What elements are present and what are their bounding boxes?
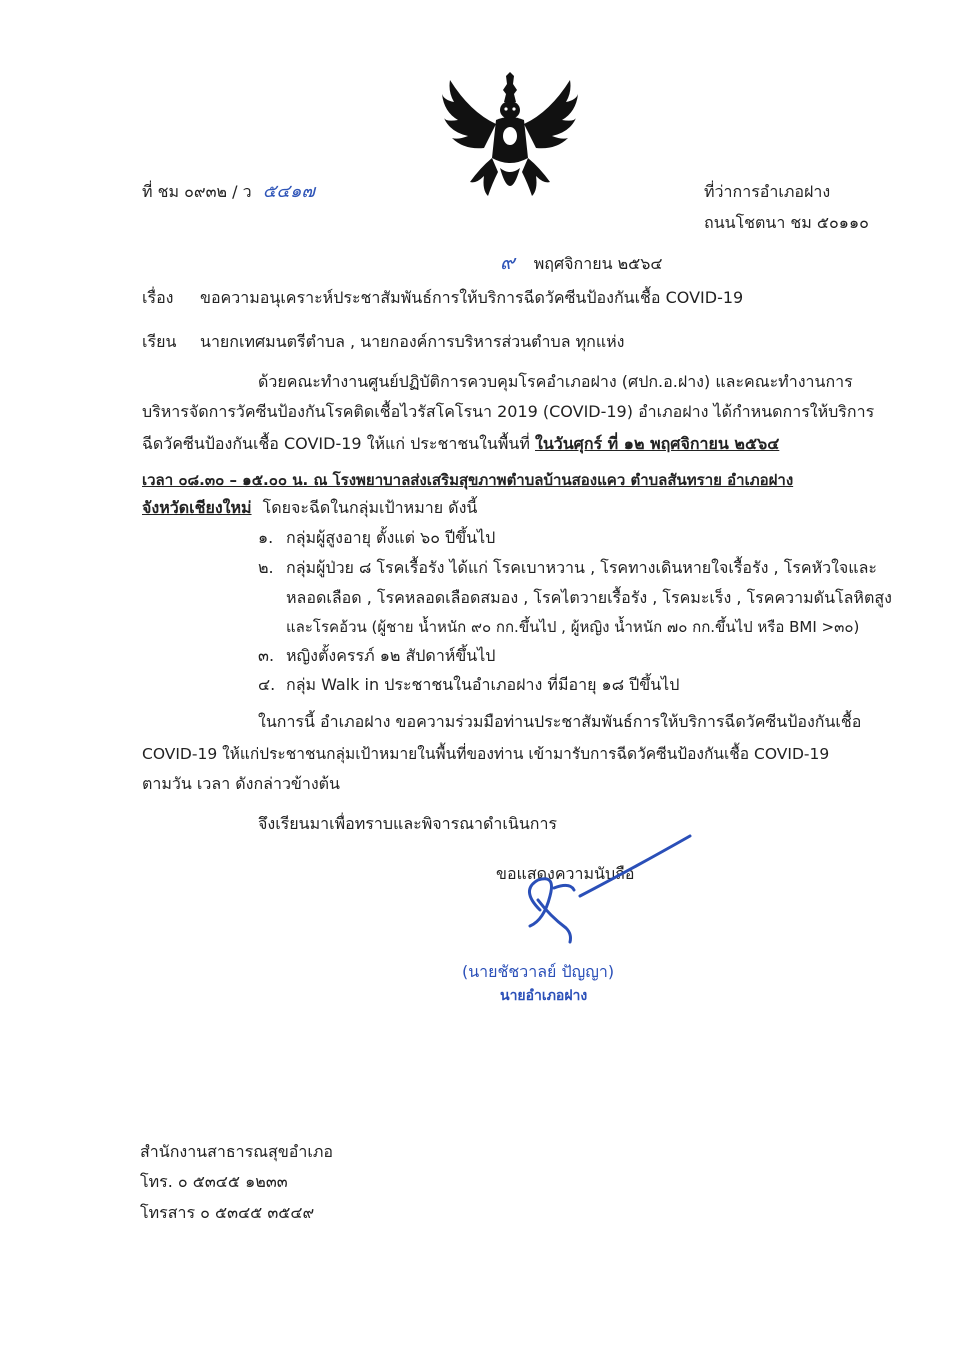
paragraph-1-line-1: ด้วยคณะทำงานศูนย์ปฏิบัติการควบคุมโรคอำเภอฝาง (ศปก.อ.ฝาง) และคณะทำงานการ [258,372,853,391]
footer-office: สำนักงานสาธารณสุขอำเภอ [140,1142,333,1161]
list-number-2: ๒. [258,558,274,577]
subject-text: ขอความอนุเคราะห์ประชาสัมพันธ์การให้บริการฉีดวัคซีนป้องกันเชื้อ COVID-19 [200,288,744,307]
paragraph-1-line-5 [142,498,477,518]
paragraph-2-line-2: COVID-19 ให้แก่ประชาชนกลุ่มเป้าหมายในพื้นที่ของท่าน เข้ามารับการฉีดวัคซีนป้องกันเชื้อ COVID-19 [142,745,830,763]
target-groups-intro: โดยจะฉีดในกลุ่มเป้าหมาย ดังนี้ [262,498,478,517]
paragraph-2-line-3: ตามวัน เวลา ดังกล่าวข้างต้น [142,774,340,793]
garuda-emblem-icon [440,72,580,204]
date-day-handwritten: ๙ [500,250,515,274]
reference-line [142,182,315,202]
handwritten-signature-icon [510,830,700,950]
list-item-chronic-line-3: และโรคอ้วน (ผู้ชาย น้ำหนัก ๙๐ กก.ขึ้นไป , ผู้หญิง น้ำหนัก ๗๐ กก.ขึ้นไป หรือ BMI >๓๐) [286,618,860,636]
reference-number-handwritten: ๕๔๑๗ [262,181,315,202]
paragraph-1-line-2: บริหารจัดการวัคซีนป้องกันโรคติดเชื้อไวรัสโคโรนา 2019 (COVID-19) อำเภอฝาง ได้กำหนดการให้บริการ [142,402,875,421]
recipient-text: นายกเทศมนตรีตำบล , นายกองค์การบริหารส่วนตำบล ทุกแห่ง [200,332,625,351]
paragraph-3: จึงเรียนมาเพื่อทราบและพิจารณาดำเนินการ [258,814,558,833]
province-emphasis: จังหวัดเชียงใหม่ [142,498,252,517]
reference-prefix: ที่ ชม ๐๙๓๒ / ว [142,182,252,201]
footer-telephone: โทร. ๐ ๕๓๔๕ ๑๒๓๓ [140,1172,288,1191]
list-item-pregnant: หญิงตั้งครรภ์ ๑๒ สัปดาห์ขึ้นไป [286,646,496,665]
paragraph-1-line-3-text: ฉีดวัคซีนป้องกันเชื้อ COVID-19 ให้แก่ ประชาชนในพื้นที่ [142,434,530,453]
subject-label: เรื่อง [142,288,174,307]
list-item-walk-in: กลุ่ม Walk in ประชาชนในอำเภอฝาง ที่มีอายุ ๑๘ ปีขึ้นไป [286,675,680,694]
footer-fax: โทรสาร ๐ ๕๓๔๕ ๓๕๔๙ [140,1203,315,1222]
list-item-elderly: กลุ่มผู้สูงอายุ ตั้งแต่ ๖๐ ปีขึ้นไป [286,528,496,547]
signer-title: นายอำเภอฝาง [500,988,588,1004]
vaccination-date-emphasis: ในวันศุกร์ ที่ ๑๒ พฤศจิกายน ๒๕๖๔ [535,434,780,453]
vaccination-time-place: เวลา ๐๘.๓๐ – ๑๕.๐๐ น. ณ โรงพยาบาลส่งเสริมสุขภาพตำบลบ้านสองแคว ตำบลสันทราย อำเภอฝาง [142,471,794,489]
list-item-chronic-line-2: หลอดเลือด , โรคหลอดเลือดสมอง , โรคไตวายเรื้อรัง , โรคมะเร็ง , โรคความดันโลหิตสูง [286,588,892,607]
list-number-4: ๔. [258,675,276,694]
regards: ขอแสดงความนับถือ [496,864,635,883]
list-item-chronic-line-1: กลุ่มผู้ป่วย ๘ โรคเรื้อรัง ได้แก่ โรคเบาหวาน , โรคทางเดินหายใจเรื้อรัง , โรคหัวใจและ [286,558,878,577]
paragraph-2-line-1: ในการนี้ อำเภอฝาง ขอความร่วมมือท่านประชาสัมพันธ์การให้บริการฉีดวัคซีนป้องกันเชื้อ [258,712,862,731]
recipient-label: เรียน [142,332,177,351]
office-address: ถนนโชตนา ชม ๕๐๑๑๐ [704,213,869,232]
office-name: ที่ว่าการอำเภอฝาง [704,182,831,201]
paragraph-1-line-3 [142,434,779,454]
date-line [500,252,663,274]
list-number-3: ๓. [258,646,275,665]
signer-name: (นายชัชวาลย์ ปัญญา) [462,962,615,981]
list-number-1: ๑. [258,528,274,547]
date-month-year: พฤศจิกายน ๒๕๖๔ [533,254,663,273]
